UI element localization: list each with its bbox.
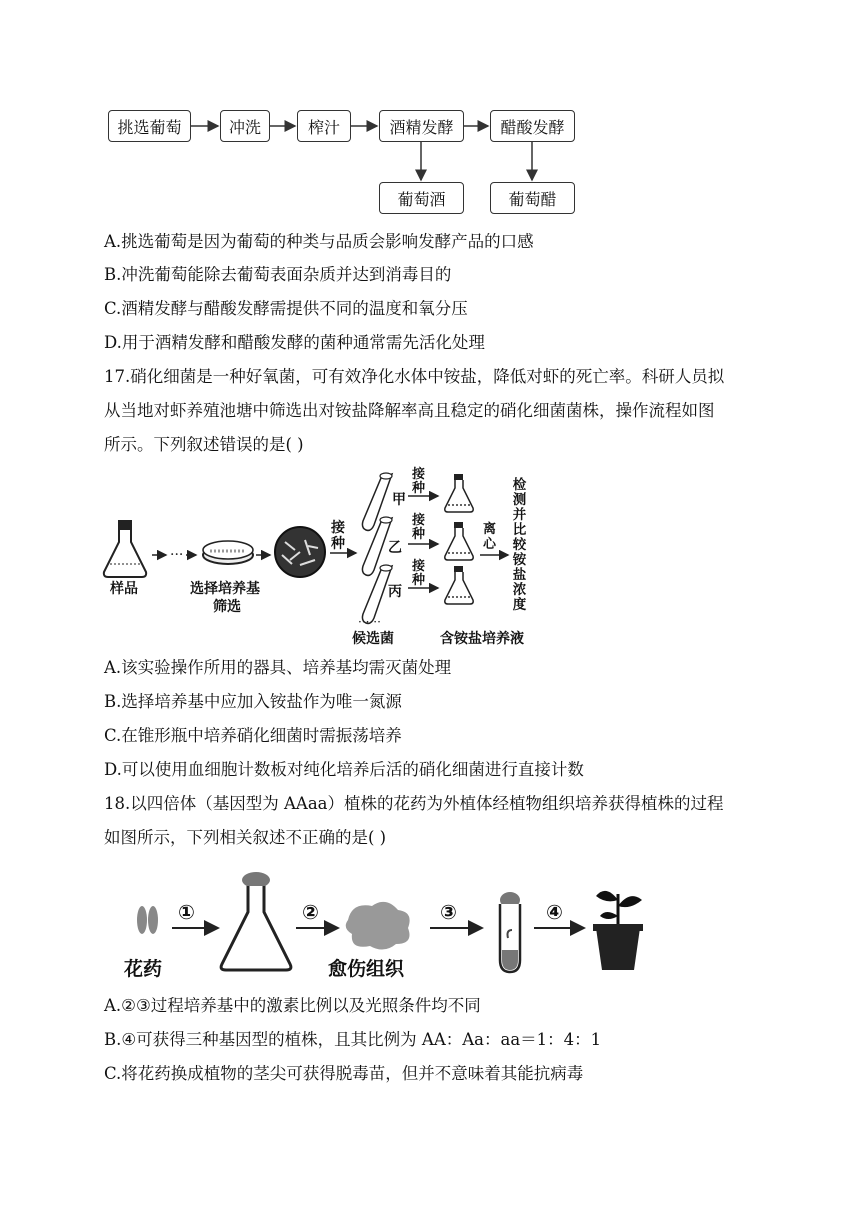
label-sample: 样品 [110,581,138,597]
q17-stem-line-2: 从当地对虾养殖池塘中筛选出对铵盐降解率高且稳定的硝化细菌菌株，操作流程如图 [104,401,715,420]
petri-dish-icon [203,541,253,564]
label-tube-a: 甲 [392,492,406,508]
label-tube-b: 乙 [388,540,402,556]
label-centrifuge: 离心 [483,522,497,552]
q18-option-b: B.④可获得三种基因型的植株，且其比例为 AA：Aa：aa＝1：4：1 [104,1030,602,1049]
sample-flask-icon [104,520,146,577]
label-callus: 愈伤组织 [328,958,405,980]
label-step-1: ① [178,900,195,924]
callus-icon [346,902,410,950]
label-inoculate-main: 接种 [331,520,345,552]
flow-product-wine: 葡萄酒 [379,182,464,214]
label-inoculate-c: 接种 [412,559,426,588]
flow-product-vinegar: 葡萄醋 [490,182,575,214]
q16-option-b: B.冲洗葡萄能除去葡萄表面杂质并达到消毒目的 [104,265,452,284]
colony-plate-icon [275,527,325,577]
q16-option-a: A.挑选葡萄是因为葡萄的种类与品质会影响发酵产品的口感 [104,232,534,251]
flow-step-juice: 榨汁 [297,110,351,142]
q18-option-a: A.②③过程培养基中的激素比例以及光照条件均不同 [104,996,481,1015]
label-tube-c: 丙 [388,584,402,600]
q17-stem-line-1: 17.硝化细菌是一种好氧菌，可有效净化水体中铵盐，降低对虾的死亡率。科研人员拟 [104,367,725,386]
q17-option-b: B.选择培养基中应加入铵盐作为唯一氮源 [104,692,402,711]
label-step-2: ② [302,900,319,924]
label-step-3: ③ [440,900,457,924]
erlenmeyer-flask-icon [221,872,291,970]
label-selective-medium: 选择培养基 [190,581,260,597]
q16-option-c: C.酒精发酵与醋酸发酵需提供不同的温度和氧分压 [104,299,468,318]
svg-text:···: ··· [170,547,184,563]
flow-arrows [0,0,860,230]
label-ammonium-culture: 含铵盐培养液 [440,631,524,647]
culture-flask-b-icon [445,522,473,560]
label-inoculate-b: 接种 [412,513,426,542]
test-tube-plantlet-icon [500,892,520,972]
svg-text:······: ······ [358,615,381,629]
label-inoculate-a: 接种 [412,467,426,496]
q17-option-c: C.在锥形瓶中培养硝化细菌时需振荡培养 [104,726,402,745]
label-candidates: 候选菌 [352,631,394,647]
q16-option-d: D.用于酒精发酵和醋酸发酵的菌种通常需先活化处理 [104,333,485,352]
flow-step-pick-grapes: 挑选葡萄 [108,110,191,142]
q18-stem-line-2: 如图所示，下列相关叙述不正确的是( ) [104,828,387,847]
label-step-4: ④ [546,900,563,924]
q17-option-d: D.可以使用血细胞计数板对纯化培养后活的硝化细菌进行直接计数 [104,760,584,779]
screening-diagram-graphics [0,460,860,660]
anther-icon [137,906,158,934]
flow-step-alcohol-fermentation: 酒精发酵 [379,110,464,142]
culture-flask-c-icon [445,566,473,604]
potted-plant-icon [593,891,643,970]
label-screening: 筛选 [213,599,241,615]
culture-flask-a-icon [445,474,473,512]
q18-option-c: C.将花药换成植物的茎尖可获得脱毒苗，但并不意味着其能抗病毒 [104,1064,584,1083]
q17-option-a: A.该实验操作所用的器具、培养基均需灭菌处理 [104,658,452,677]
q17-stem-line-3: 所示。下列叙述错误的是( ) [104,435,304,454]
label-detect-compare: 检测并比较铵盐浓度 [512,477,527,613]
flow-step-acetic-fermentation: 醋酸发酵 [490,110,575,142]
q18-stem-line-1: 18.以四倍体（基因型为 AAaa）植株的花药为外植体经植物组织培养获得植株的过程 [104,794,724,813]
label-anther: 花药 [124,958,163,980]
flow-step-wash: 冲洗 [220,110,270,142]
